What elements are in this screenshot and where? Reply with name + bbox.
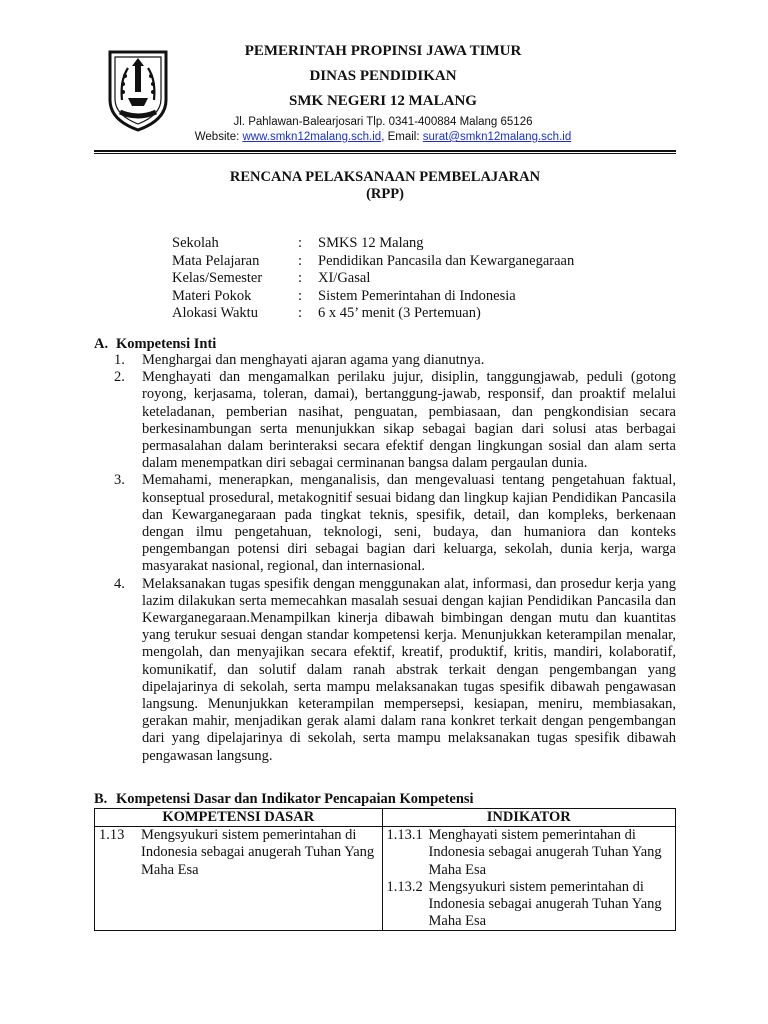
section-a-title: Kompetensi Inti	[116, 336, 217, 352]
document-title: RENCANA PELAKSANAAN PEMBELAJARAN	[229, 169, 541, 185]
list-item-text: Melaksanakan tugas spesifik dengan menggunakan alat, informasi, dan prosedur kerja yang lazim dilakukan serta memecahkan masalah sesuai dengan kajian Pendidikan Pancasila dan Kewarganegaraan.Menampilkan kinerja dibawah bimbingan dengan mutu dan kuantitas yang terukur sesuai dengan standar kompetensi kerja. Menunjukkan keterampilan menalar, mengolah, dan menyajikan secara efektif, kreatif, produktif, kritis, mandiri, kolaboratif, komunikatif, dan solutif dalam ranah abstrak terkait dengan pengembangan yang dipelajarinya di sekolah, serta mampu melaksanakan tugas spesifik dibawah pengawasan langsung. Menunjukkan keterampilan mempersepsi, kesiapan, meniru, membiasakan, gerakan mahir, menjadikan gerak alami dalam rana konkret terkait dengan pengembangan dari yang dipelajarinya di sekolah, serta mampu melaksanakan tugas spesifik dibawah pengawasan langsung.	[142, 575, 676, 764]
header-indikator: INDIKATOR	[382, 809, 676, 827]
identity-value: Sistem Pemerintahan di Indonesia	[318, 287, 516, 304]
header-address: Jl. Pahlawan-Balearjosari Tlp. 0341-400884 Malang 65126	[233, 116, 533, 128]
indicator-item	[383, 827, 676, 879]
indicator-cell	[382, 827, 676, 931]
list-item-number: 4.	[114, 575, 125, 592]
identity-separator: :	[298, 270, 303, 286]
identity-value: Pendidikan Pancasila dan Kewarganegaraan	[318, 252, 575, 269]
identity-label: Kelas/Semester	[172, 270, 263, 286]
email-link[interactable]: surat@smkn12malang.sch.id	[422, 131, 572, 143]
section-a-heading	[94, 336, 216, 353]
website-link[interactable]: www.smkn12malang.sch.id	[242, 131, 382, 143]
identity-label: Mata Pelajaran	[172, 252, 260, 269]
identity-value: 6 x 45’ menit (3 Pertemuan)	[318, 305, 481, 321]
indicator-number: 1.13.2	[386, 878, 423, 895]
letterhead-rule-thick	[94, 150, 676, 152]
list-item-number: 1.	[114, 352, 125, 368]
header-school-name: SMK NEGERI 12 MALANG	[289, 93, 477, 109]
identity-separator: :	[298, 235, 303, 251]
section-a-letter: A.	[94, 336, 109, 352]
header-contact	[178, 131, 588, 143]
list-item-text: Menghayati dan mengamalkan perilaku jujur, disiplin, tanggungjawab, peduli (gotong royong, kerjasama, toleran, damai), bertanggung-jawab, responsif, dan proaktif melalui keteladanan, pemberian nasihat, penguatan, pembiasaan, dan pengkondisian secara berkesinambungan serta menunjukkan sikap sebagai bagian dari solusi atas berbagai permasalahan dalam berinteraksi secara efektif dengan lingkungan sosial dan alam serta dalam menempatkan diri sebagai cerminanan bangsa dalam pergaulan dunia.	[142, 369, 676, 472]
identity-separator: :	[298, 252, 303, 269]
section-b-letter: B.	[94, 791, 108, 807]
indicator-item	[383, 879, 676, 931]
table-header-row	[95, 809, 676, 827]
section-b-heading	[94, 791, 474, 808]
header-department: DINAS PENDIDIKAN	[309, 68, 457, 84]
kd-number: 1.13	[99, 827, 125, 844]
header-kompetensi-dasar: KOMPETENSI DASAR	[95, 809, 383, 827]
email-label: , Email:	[381, 131, 420, 143]
identity-value: XI/Gasal	[318, 270, 371, 286]
list-item	[114, 576, 676, 765]
table-row	[95, 827, 676, 931]
section-b-title: Kompetensi Dasar dan Indikator Pencapaian Kompetensi	[116, 791, 474, 807]
list-item	[114, 369, 676, 472]
identity-separator: :	[298, 305, 303, 321]
website-label: Website:	[194, 131, 240, 143]
identity-value: SMKS 12 Malang	[318, 235, 424, 251]
kompetensi-inti-list	[114, 352, 676, 765]
list-item-text: Memahami, menerapkan, menganalisis, dan mengevaluasi tentang pengetahuan faktual, konseptual prosedural, metakognitif sesuai bidang dan lingkup kajian Pendidikan Pancasila dan Kewarganegaraan pada tingkat teknis, spesifik, detail, dan kompleks, berkenaan dengan ilmu pengetahuan, teknologi, seni, budaya, dan humaniora dan konteks pengembangan potensi diri sebagai bagian dari keluarga, sekolah, dunia kerja, warga masyarakat nasional, regional, dan internasional.	[142, 472, 676, 575]
list-item	[114, 472, 676, 575]
list-item-text: Menghargai dan menghayati ajaran agama yang dianutnya.	[142, 352, 485, 368]
kd-text: Mengsyukuri sistem pemerintahan di Indonesia sebagai anugerah Tuhan Yang Maha Esa	[141, 827, 375, 878]
kompetensi-table	[94, 808, 676, 931]
identity-label: Materi Pokok	[172, 287, 252, 304]
kd-cell	[95, 827, 383, 931]
list-item	[114, 352, 676, 369]
identity-label: Alokasi Waktu	[172, 305, 258, 321]
identity-label: Sekolah	[172, 235, 219, 251]
header-government: PEMERINTAH PROPINSI JAWA TIMUR	[244, 43, 522, 59]
list-item-number: 2.	[114, 369, 125, 386]
indicator-text: Menghayati sistem pemerintahan di Indonesia sebagai anugerah Tuhan Yang Maha Esa	[428, 827, 662, 878]
identity-separator: :	[298, 287, 303, 304]
document-subtitle: (RPP)	[366, 186, 404, 202]
kd-item	[95, 827, 382, 879]
list-item-number: 3.	[114, 472, 125, 489]
jawa-timur-emblem-icon	[104, 48, 172, 132]
indicator-number: 1.13.1	[386, 827, 423, 844]
indicator-text: Mengsyukuri sistem pemerintahan di Indonesia sebagai anugerah Tuhan Yang Maha Esa	[428, 878, 662, 930]
letterhead-rule-thin	[94, 153, 676, 154]
